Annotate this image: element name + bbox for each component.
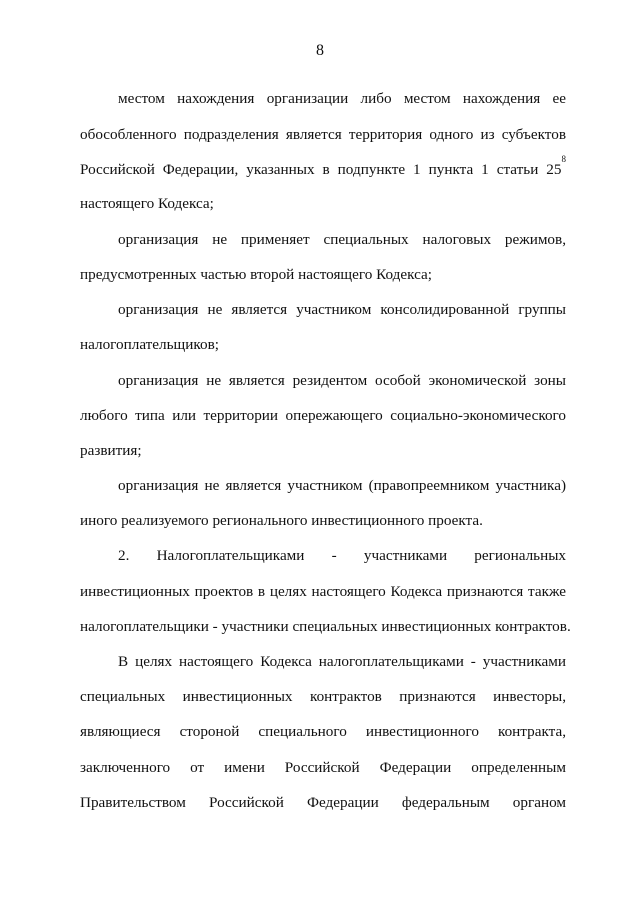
text-line: являющиеся стороной специального инвестиционного контракта, — [80, 723, 566, 740]
text-line: инвестиционных проектов в целях настоящего Кодекса признаются также — [80, 583, 566, 600]
text-line: предусмотренных частью второй настоящего Кодекса; — [80, 266, 432, 283]
text-line: настоящего Кодекса; — [80, 195, 214, 212]
text-line-with-superscript — [80, 154, 566, 180]
page-number: 8 — [316, 42, 324, 59]
text-line: специальных инвестиционных контрактов признаются инвесторы, — [80, 688, 566, 705]
text-line: налогоплательщики - участники специальных инвестиционных контрактов. — [80, 618, 571, 635]
superscript: 8 — [561, 154, 566, 164]
text-line: В целях настоящего Кодекса налогоплательщиками - участниками — [118, 653, 566, 670]
text-line: 2. Налогоплательщиками - участниками региональных — [118, 547, 566, 564]
text-line: организация не является резидентом особой экономической зоны — [118, 372, 566, 389]
text-line: иного реализуемого регионального инвестиционного проекта. — [80, 512, 483, 529]
text-line: организация не является участником консолидированной группы — [118, 301, 566, 318]
text-line: любого типа или территории опережающего социально-экономического — [80, 407, 566, 424]
text-line: местом нахождения организации либо местом нахождения ее — [118, 90, 566, 107]
text-line: обособленного подразделения является территория одного из субъектов — [80, 126, 566, 143]
text-line: организация не применяет специальных налоговых режимов, — [118, 231, 566, 248]
text-line: организация не является участником (правопреемником участника) — [118, 477, 566, 494]
text-line: заключенного от имени Российской Федерации определенным — [80, 759, 566, 776]
text-line: налогоплательщиков; — [80, 336, 219, 353]
text-line: развития; — [80, 442, 142, 459]
text-line: Российской Федерации, указанных в подпункте 1 пункта 1 статьи 25 — [80, 161, 562, 178]
text-line: Правительством Российской Федерации федеральным органом — [80, 794, 566, 811]
